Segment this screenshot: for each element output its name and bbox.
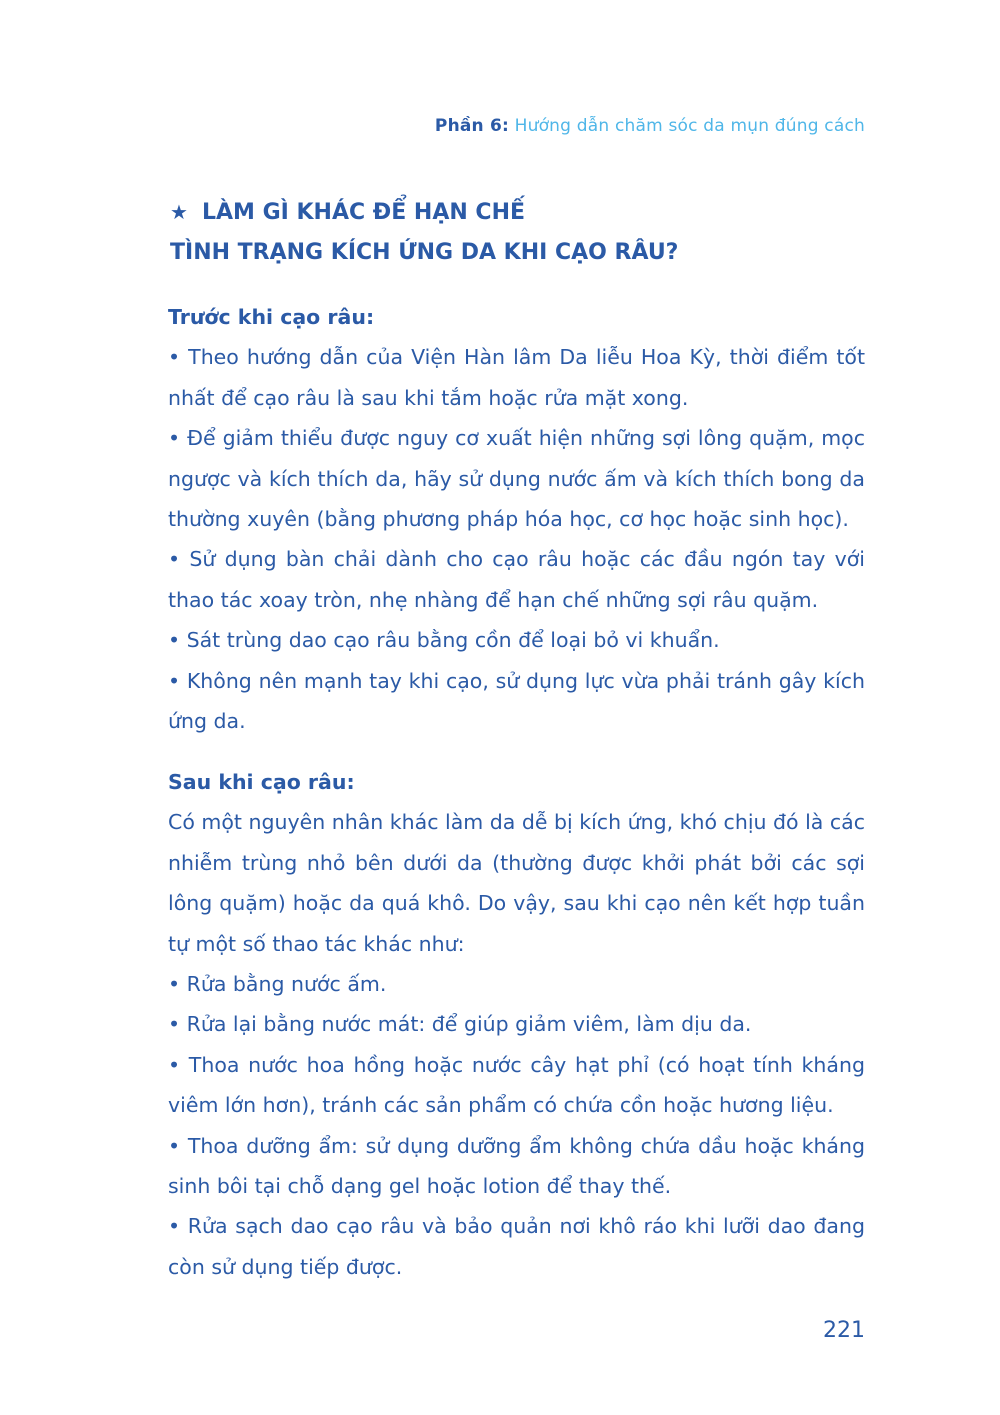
before-item-2: • Để giảm thiểu được nguy cơ xuất hiện những sợi lông quặm, mọc ngược và kích thích da, hãy sử dụng nước ấm và kích thích bong da thường xuyên (bằng phương pháp hóa học, cơ học hoặc sinh học). [168, 426, 865, 532]
after-item-1: • Rửa bằng nước ấm. [168, 972, 387, 997]
before-item-1: • Theo hướng dẫn của Viện Hàn lâm Da liễu Hoa Kỳ, thời điểm tốt nhất để cạo râu là sau khi tắm hoặc rửa mặt xong. [168, 345, 865, 410]
before-shaving-section [168, 297, 865, 741]
after-item-3: • Thoa nước hoa hồng hoặc nước cây hạt phỉ (có hoạt tính kháng viêm lớn hơn), tránh các sản phẩm có chứa cồn hoặc hương liệu. [168, 1052, 865, 1118]
after-shaving-title: Sau khi cạo râu: [168, 770, 355, 794]
after-item-2: • Rửa lại bằng nước mát: để giúp giảm viêm, làm dịu da. [168, 1012, 752, 1037]
after-item-5: • Rửa sạch dao cạo râu và bảo quản nơi khô ráo khi lưỡi dao đang còn sử dụng tiếp được. [168, 1214, 865, 1279]
after-shaving-section [168, 762, 865, 1287]
before-item-4: • Sát trùng dao cạo râu bằng cồn để loại bỏ vi khuẩn. [168, 628, 720, 653]
page-number: 221 [823, 1318, 865, 1343]
star-icon: ★ [170, 200, 188, 224]
running-header [435, 116, 865, 136]
heading-line-1-text: LÀM GÌ KHÁC ĐỂ HẠN CHẾ [202, 200, 526, 225]
heading-line-1 [170, 192, 870, 233]
section-heading [170, 192, 870, 273]
header-part-title: Hướng dẫn chăm sóc da mụn đúng cách [514, 116, 865, 136]
before-item-3: • Sử dụng bàn chải dành cho cạo râu hoặc các đầu ngón tay với thao tác xoay tròn, nhẹ nhàng để hạn chế những sợi râu quặm. [168, 547, 865, 612]
before-item-5: • Không nên mạnh tay khi cạo, sử dụng lực vừa phải tránh gây kích ứng da. [168, 668, 865, 734]
after-item-4: • Thoa dưỡng ẩm: sử dụng dưỡng ẩm không chứa dầu hoặc kháng sinh bôi tại chỗ dạng gel hoặc lotion để thay thế. [168, 1133, 865, 1199]
heading-line-2: TÌNH TRẠNG KÍCH ỨNG DA KHI CẠO RÂU? [170, 240, 679, 265]
header-part-label: Phần 6: [434, 116, 510, 136]
after-intro: Có một nguyên nhân khác làm da dễ bị kích ứng, khó chịu đó là các nhiễm trùng nhỏ bên dưới da (thường được khởi phát bởi các sợi lông quặm) hoặc da quá khô. Do vậy, sau khi cạo nên kết hợp tuần tự một số thao tác khác như: [168, 810, 865, 956]
before-shaving-title: Trước khi cạo râu: [168, 305, 375, 329]
